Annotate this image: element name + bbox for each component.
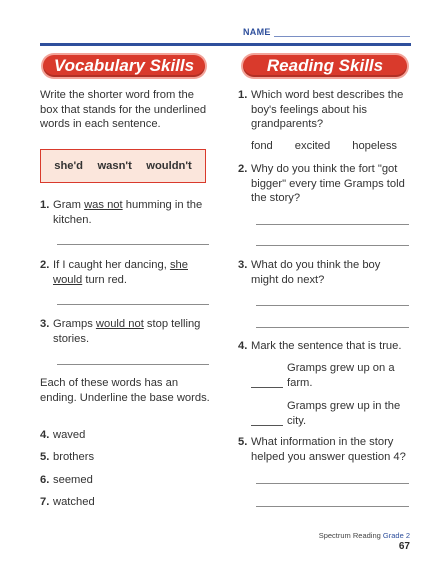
underlined-words: would not [95,318,144,330]
reading-question-3 [238,258,410,287]
answer-line[interactable] [57,304,209,305]
word-choice[interactable]: hopeless [352,140,398,152]
base-word-item [40,428,85,443]
base-word-instructions: Each of these words has an ending. Underline the base words. [40,377,210,404]
grade-label: Grade 2 [382,531,410,540]
question-text: What do you think the boy might do next? [251,259,381,286]
question-number: 2. [238,163,248,175]
base-word[interactable]: watched [53,496,95,508]
reading-question-2 [238,162,410,206]
question-text: If I caught her dancing, she would turn red. [53,259,188,286]
answer-line[interactable] [57,244,209,245]
question-number: 2. [40,259,50,271]
reading-skills-banner: Reading Skills [243,55,407,77]
vocabulary-skills-banner: Vocabulary Skills [43,55,205,77]
question-number: 6. [40,474,50,486]
reading-question-5 [238,435,410,464]
underlined-words: she would [53,259,188,286]
true-false-option [251,399,411,428]
answer-line[interactable] [256,483,409,484]
mark-blank[interactable] [251,411,283,426]
question-text: Mark the sentence that is true. [251,340,402,352]
question-text: Why do you think the fort "got bigger" every time Gramps told the story? [251,163,405,204]
option-text: Gramps grew up on a farm. [287,362,395,389]
base-word[interactable]: brothers [53,451,95,463]
question-number: 4. [40,429,50,441]
question-number: 1. [238,89,248,101]
word-box-item: wouldn't [146,160,192,172]
vocab-question-2 [40,258,210,287]
base-word[interactable]: waved [53,429,86,441]
answer-line[interactable] [256,506,409,507]
base-word-item [40,450,94,465]
word-box-item: she'd [54,160,83,172]
word-choice[interactable]: excited [294,140,331,152]
vocab-question-1 [40,198,210,227]
answer-line[interactable] [57,364,209,365]
name-label: NAME [243,27,271,37]
question-text: Gramps would not stop telling stories. [53,318,201,345]
question-text: What information in the story helped you answer question 4? [251,436,406,463]
base-word[interactable]: seemed [53,474,93,486]
answer-line[interactable] [256,327,409,328]
word-choice[interactable]: fond [251,140,273,152]
option-text: Gramps grew up in the city. [287,400,401,427]
question-number: 4. [238,340,248,352]
base-word-item [40,473,93,488]
word-box [40,149,206,183]
vocabulary-instructions: Write the shorter word from the box that stands for the underlined words in each sentence. [40,89,207,130]
true-false-option [251,361,411,390]
word-box-item: wasn't [97,160,132,172]
question-number: 1. [40,199,50,211]
question-text: Gram was not humming in the kitchen. [53,199,203,226]
underlined-words: was not [84,199,123,211]
answer-line[interactable] [256,305,409,306]
question-number: 5. [40,451,50,463]
mark-blank[interactable] [251,373,283,388]
word-choices [251,139,397,154]
page-number: 67 [398,541,410,552]
base-word-item [40,495,95,510]
question-number: 7. [40,496,50,508]
answer-line[interactable] [256,224,409,225]
top-rule [40,43,411,46]
reading-question-4 [238,339,413,354]
question-text: Which word best describes the boy's feelings about his grandparents? [251,89,404,130]
question-number: 5. [238,436,248,448]
question-number: 3. [238,259,248,271]
answer-line[interactable] [256,245,409,246]
series-label: Spectrum Reading Grade 2 [318,531,410,540]
reading-question-1 [238,88,410,132]
question-number: 3. [40,318,50,330]
vocab-question-3 [40,317,210,346]
name-line[interactable] [274,36,410,37]
